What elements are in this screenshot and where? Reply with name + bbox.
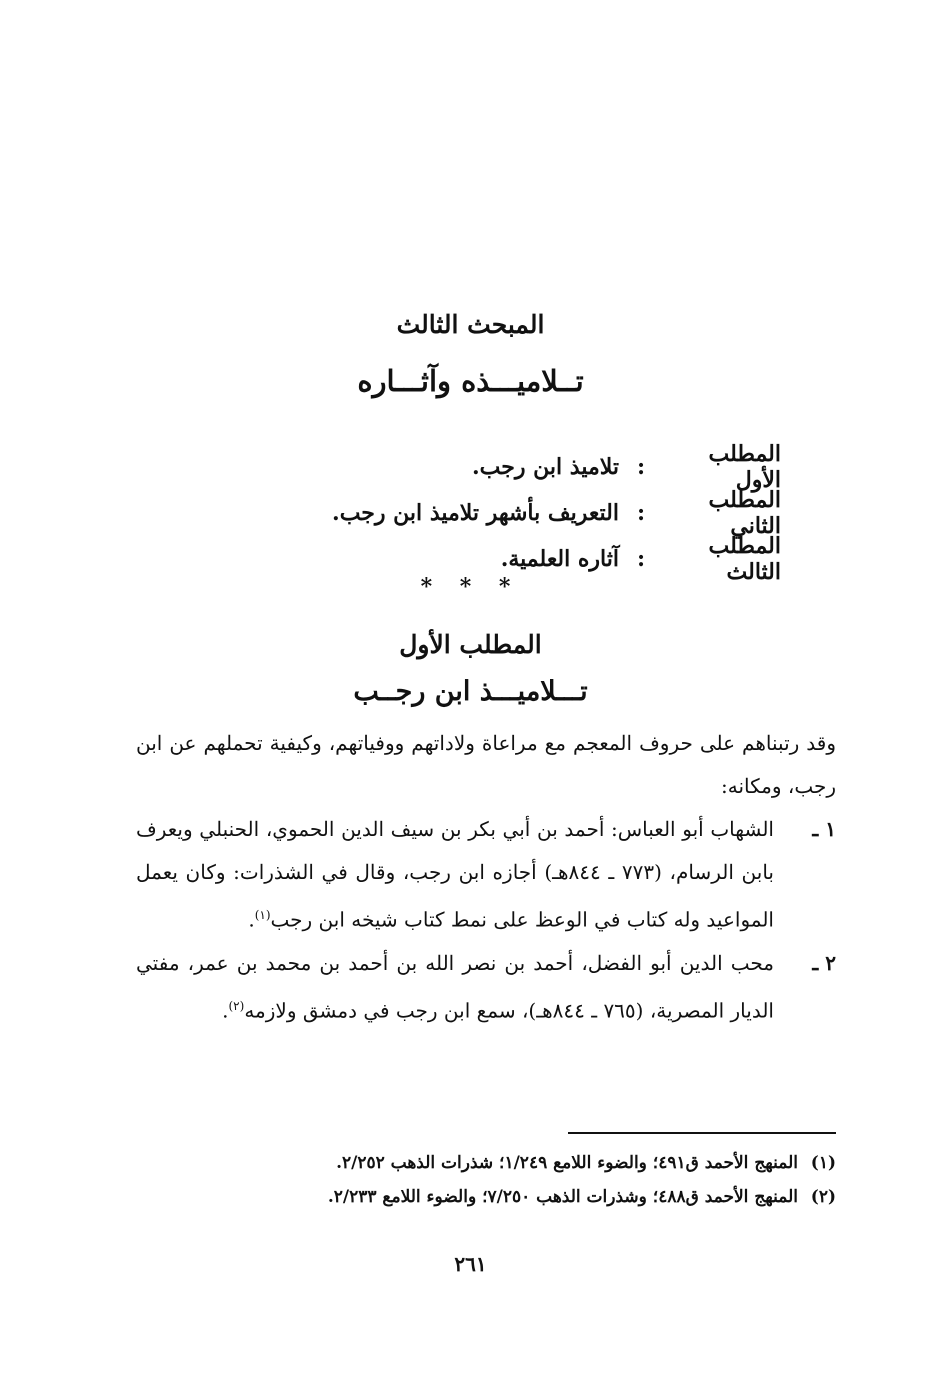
footnote-text: المنهج الأحمد ق٤٩١؛ والضوء اللامع ١/٢٤٩؛ شذرات الذهب ٢/٢٥٢. bbox=[336, 1153, 798, 1173]
outline-separator: : bbox=[636, 454, 646, 480]
footnote-divider bbox=[568, 1132, 836, 1134]
entry-end: . bbox=[222, 998, 229, 1023]
outline-separator: : bbox=[636, 546, 646, 572]
entry-text bbox=[136, 808, 774, 942]
footnote-2 bbox=[136, 1180, 836, 1214]
outline-text: تلاميذ ابن رجب. bbox=[471, 454, 619, 480]
chapter-title: تــلاميـــذه وآثـــاره bbox=[357, 364, 584, 398]
student-entry-2 bbox=[136, 942, 836, 1033]
entry-number: ٢ ـ bbox=[812, 950, 836, 975]
body-text bbox=[136, 722, 836, 1032]
student-entry-1 bbox=[136, 808, 836, 942]
section-kicker: المطلب الأول bbox=[399, 630, 542, 659]
outline-label: المطلب الثاني bbox=[708, 487, 781, 539]
section-outline bbox=[141, 441, 781, 585]
entry-body: الشهاب أبو العباس: أحمد بن أبي بكر بن سيف الدين الحموي، الحنبلي ويعرف بابن الرسام، (٧٧٣ ـ ٨٤٤هـ) أجازه ابن رجب، وقال في الشذرات: وكان يعمل المواعيد وله كتاب في الوعظ على نمط كتاب شيخه ابن رجب bbox=[136, 817, 774, 932]
outline-text: آثاره العلمية. bbox=[500, 546, 619, 572]
outline-text: التعريف بأشهر تلاميذ ابن رجب. bbox=[332, 500, 619, 526]
footnote-1 bbox=[136, 1146, 836, 1180]
footnote-ref: (١) bbox=[254, 908, 271, 922]
section-divider: * * * bbox=[420, 574, 521, 600]
outline-row-1 bbox=[141, 441, 781, 493]
outline-separator: : bbox=[636, 500, 646, 526]
outline-label: المطلب الأول bbox=[708, 441, 781, 493]
entry-text bbox=[136, 942, 774, 1033]
intro-paragraph: وقد رتبناهم على حروف المعجم مع مراعاة ولاداتهم ووفياتهم، وكيفية تحملهم عن ابن رجب، ومكانه: bbox=[136, 731, 836, 798]
outline-label: المطلب الثالث bbox=[708, 533, 781, 585]
entry-number: ١ ـ bbox=[812, 817, 836, 841]
footnote-number: (٢) bbox=[810, 1187, 836, 1207]
outline-row-2 bbox=[141, 487, 781, 539]
footnote-number: (١) bbox=[810, 1153, 836, 1173]
footnotes bbox=[136, 1146, 836, 1214]
chapter-kicker: المبحث الثالث bbox=[396, 310, 545, 339]
footnote-ref: (٢) bbox=[228, 998, 245, 1013]
entry-end: . bbox=[248, 907, 255, 932]
footnote-text: المنهج الأحمد ق٤٨٨؛ وشذرات الذهب ٧/٢٥٠؛ والضوء اللامع ٢/٢٣٣. bbox=[327, 1187, 798, 1207]
section-title: تـــلاميـــذ ابن رجــب bbox=[353, 676, 588, 707]
page-number: ٢٦١ bbox=[454, 1252, 487, 1276]
entry-body: محب الدين أبو الفضل، أحمد بن نصر الله بن أحمد بن محمد بن عمر، مفتي الديار المصرية، (٧٦٥ ـ ٨٤٤هـ)، سمع ابن رجب في دمشق ولازمه bbox=[136, 950, 774, 1023]
